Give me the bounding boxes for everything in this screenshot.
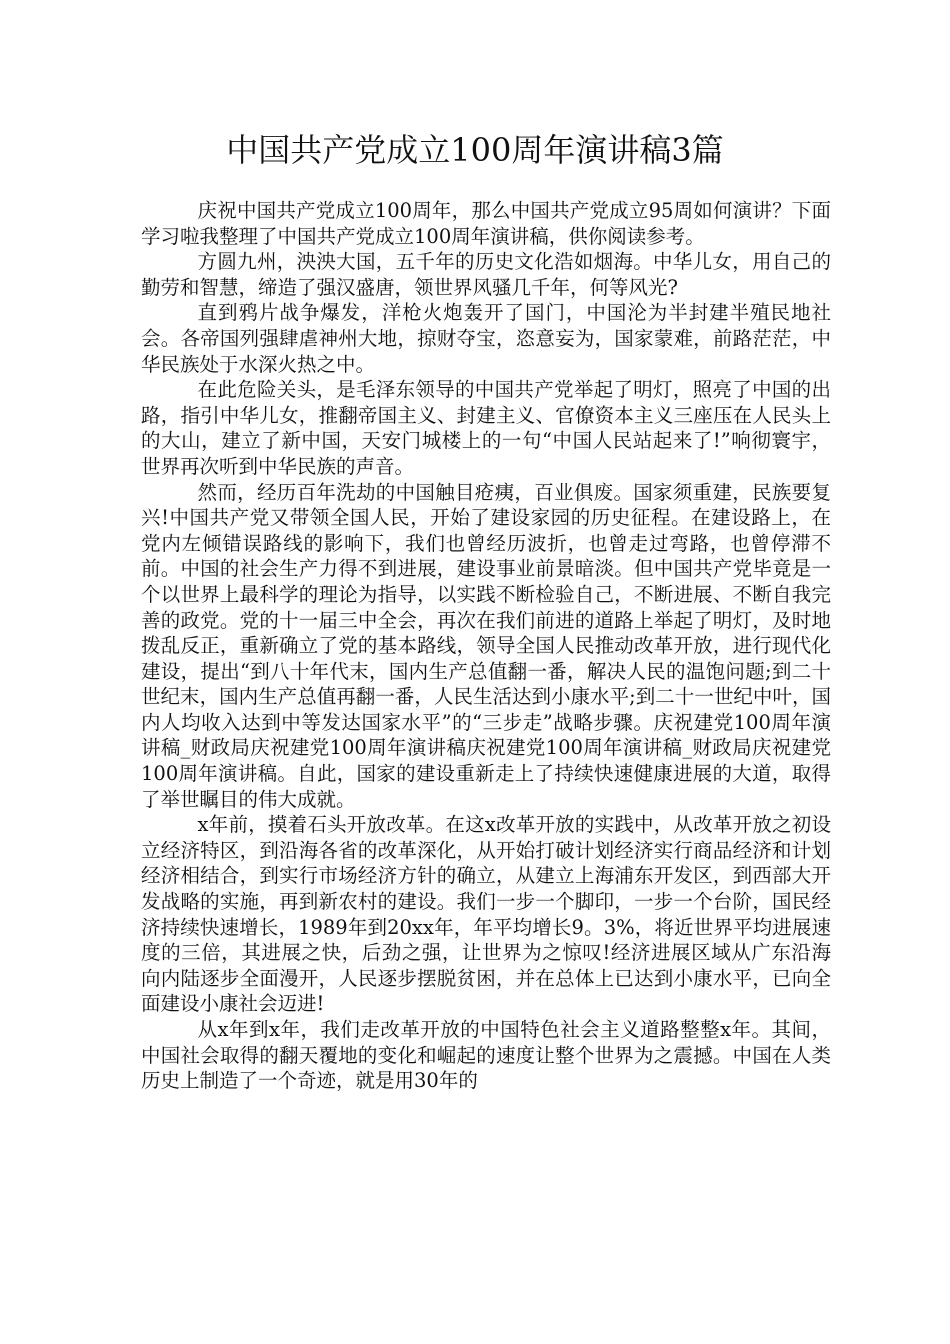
document-body (141, 198, 831, 1094)
paragraph: 在此危险关头，是毛泽东领导的中国共产党举起了明灯，照亮了中国的出路，指引中华儿女，推翻帝国主义、封建主义、官僚资本主义三座压在人民头上的大山，建立了新中国，天安门城楼上的一句“中国人民站起来了!”响彻寰宇，世界再次听到中华民族的声音。 (141, 378, 831, 478)
paragraph: 然而，经历百年洗劫的中国触目疮痍，百业俱废。国家须重建，民族要复兴!中国共产党又带领全国人民，开始了建设家园的历史征程。在建设路上，在党内左倾错误路线的影响下，我们也曾经历波折，也曾走过弯路，也曾停滞不前。中国的社会生产力得不到进展，建设事业前景暗淡。但中国共产党毕竟是一个以世界上最科学的理论为指导，以实践不断检验自己，不断进展、不断自我完善的政党。党的十一届三中全会，再次在我们前进的道路上举起了明灯，及时地拨乱反正，重新确立了党的基本路线，领导全国人民推动改革开放，进行现代化建设，提出“到八十年代末，国内生产总值翻一番，解决人民的温饱问题;到二十世纪末，国内生产总值再翻一番，人民生活达到小康水平;到二十一世纪中叶，国内人均收入达到中等发达国家水平”的“三步走”战略步骤。庆祝建党100周年演讲稿_财政局庆祝建党100周年演讲稿庆祝建党100周年演讲稿_财政局庆祝建党100周年演讲稿。自此，国家的建设重新走上了持续快速健康进展的大道，取得了举世瞩目的伟大成就。 (141, 480, 831, 811)
paragraph: x年前，摸着石头开放改革。在这x改革开放的实践中，从改革开放之初设立经济特区，到沿海各省的改革深化，从开始打破计划经济实行商品经济和计划经济相结合，到实行市场经济方针的确立，从建立上海浦东开发区，到西部大开发战略的实施，再到新农村的建设。我们一步一个脚印，一步一个台阶，国民经济持续快速增长，1989年到20xx年，年平均增长9。3%，将近世界平均进展速度的三倍，其进展之快，后劲之强，让世界为之惊叹!经济进展区域从广东沿海向内陆逐步全面漫开，人民逐步摆脱贫困，并在总体上已达到小康水平，已向全面建设小康社会迈进! (141, 813, 831, 1016)
document-title: 中国共产党成立100周年演讲稿3篇 (226, 131, 724, 169)
paragraph: 从x年到x年，我们走改革开放的中国特色社会主义道路整整x年。其间，中国社会取得的翻天覆地的变化和崛起的速度让整个世界为之震撼。中国在人类历史上制造了一个奇迹，就是用30年的 (141, 1018, 831, 1093)
paragraph: 直到鸦片战争爆发，洋枪火炮轰开了国门，中国沦为半封建半殖民地社会。各帝国列强肆虐神州大地，掠财夺宝，恣意妄为，国家蒙难，前路茫茫，中华民族处于水深火热之中。 (141, 301, 831, 376)
paragraph: 方圆九州，泱泱大国，五千年的历史文化浩如烟海。中华儿女，用自己的勤劳和智慧，缔造了强汉盛唐，领世界风骚几千年，何等风光? (141, 250, 831, 299)
paragraph: 庆祝中国共产党成立100周年，那么中国共产党成立95周如何演讲？下面学习啦我整理了中国共产党成立100周年演讲稿，供你阅读参考。 (141, 199, 831, 248)
